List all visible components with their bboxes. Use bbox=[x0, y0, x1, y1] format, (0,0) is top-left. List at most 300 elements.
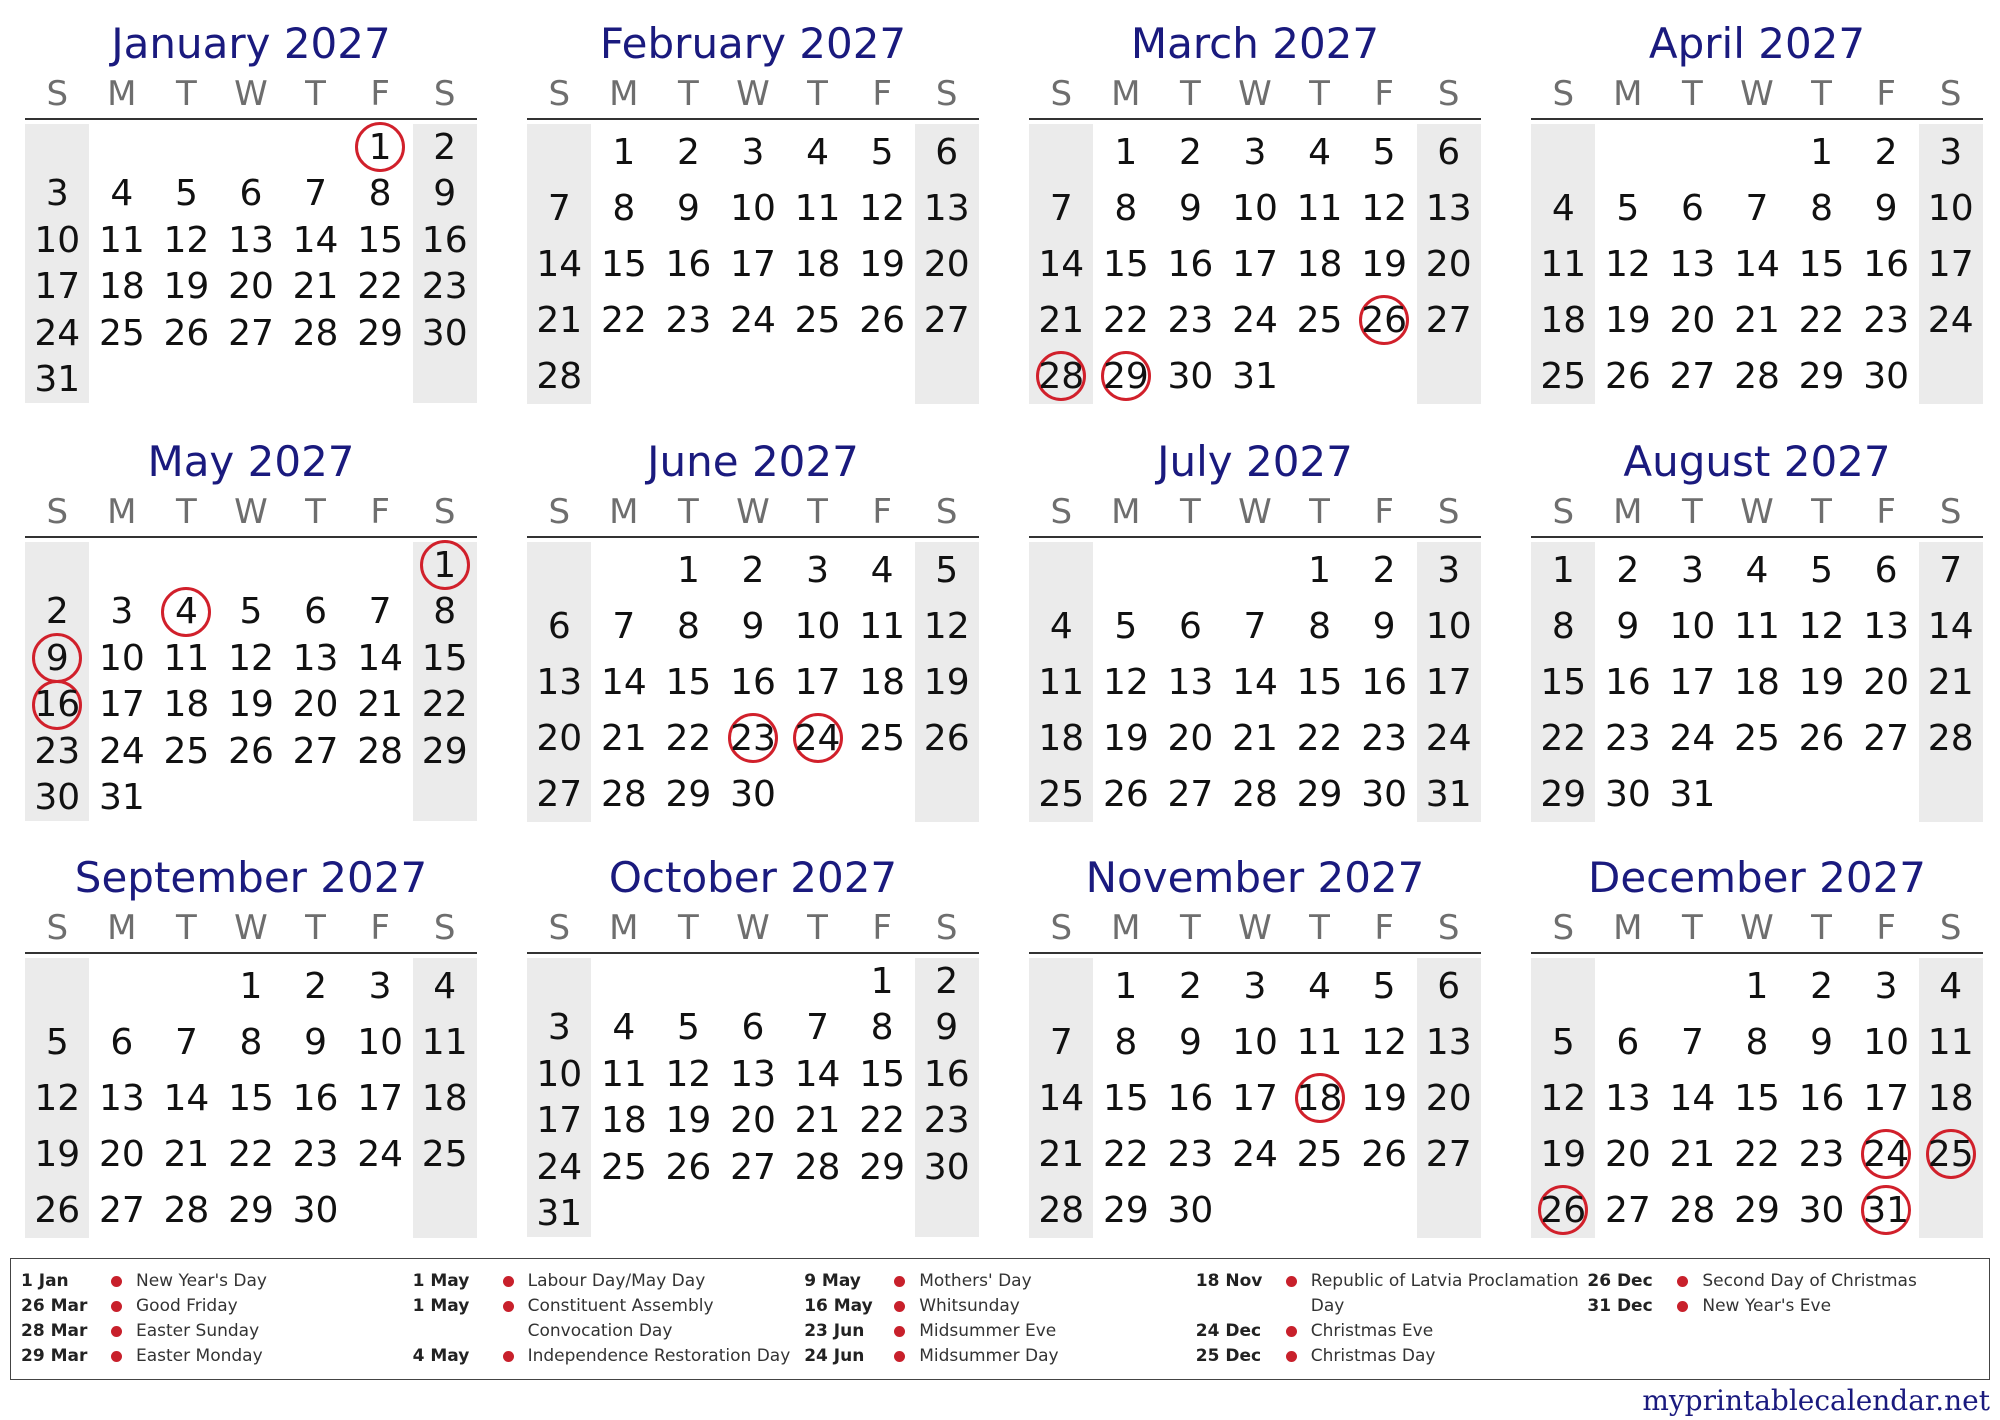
day-cell[interactable]: 3 bbox=[1243, 131, 1267, 173]
day-cell[interactable]: 30 bbox=[1863, 355, 1910, 397]
day-cell[interactable]: 7 bbox=[1680, 1021, 1704, 1063]
day-cell[interactable]: 14 bbox=[600, 661, 647, 703]
day-cell[interactable]: 22 bbox=[421, 684, 468, 726]
day-cell[interactable]: 17 bbox=[794, 661, 841, 703]
day-cell[interactable]: 26 bbox=[859, 299, 906, 341]
day-cell[interactable]: 15 bbox=[1798, 243, 1845, 285]
day-cell[interactable]: 3 bbox=[806, 549, 830, 591]
day-cell[interactable]: 1 bbox=[1308, 549, 1332, 591]
day-cell[interactable]: 23 bbox=[1798, 1133, 1845, 1175]
day-cell[interactable]: 19 bbox=[665, 1100, 712, 1142]
day-cell[interactable]: 26 bbox=[665, 1146, 712, 1188]
day-cell[interactable]: 24 bbox=[1232, 299, 1278, 341]
day-cell[interactable]: 4 bbox=[1551, 187, 1575, 229]
day-cell[interactable]: 29 bbox=[1734, 1189, 1780, 1231]
day-cell[interactable]: 13 bbox=[228, 219, 274, 261]
day-cell[interactable]: 31 bbox=[1669, 773, 1716, 815]
day-cell[interactable]: 20 bbox=[1425, 1077, 1472, 1119]
day-cell[interactable]: 2 bbox=[304, 965, 328, 1007]
holiday-day-cell[interactable]: 23 bbox=[721, 710, 786, 766]
day-cell[interactable]: 20 bbox=[228, 266, 274, 308]
day-cell[interactable]: 20 bbox=[1604, 1133, 1651, 1175]
day-cell[interactable]: 26 bbox=[1361, 1133, 1408, 1175]
day-cell[interactable]: 27 bbox=[1669, 355, 1716, 397]
day-cell[interactable]: 3 bbox=[1437, 549, 1461, 591]
day-cell[interactable]: 7 bbox=[1939, 549, 1963, 591]
day-cell[interactable]: 7 bbox=[806, 1007, 830, 1049]
day-cell[interactable]: 13 bbox=[1425, 1021, 1472, 1063]
day-cell[interactable]: 8 bbox=[1810, 187, 1834, 229]
day-cell[interactable]: 11 bbox=[98, 219, 145, 261]
day-cell[interactable]: 9 bbox=[935, 1007, 959, 1049]
day-cell[interactable]: 15 bbox=[1102, 243, 1149, 285]
day-cell[interactable]: 5 bbox=[174, 173, 198, 215]
day-cell[interactable]: 13 bbox=[1425, 187, 1472, 229]
day-cell[interactable]: 10 bbox=[1232, 1021, 1278, 1063]
day-cell[interactable]: 4 bbox=[1939, 965, 1963, 1007]
day-cell[interactable]: 2 bbox=[935, 960, 959, 1002]
day-cell[interactable]: 21 bbox=[163, 1133, 210, 1175]
day-cell[interactable]: 25 bbox=[1038, 773, 1085, 815]
day-cell[interactable]: 7 bbox=[1243, 605, 1267, 647]
day-cell[interactable]: 4 bbox=[806, 131, 830, 173]
day-cell[interactable]: 19 bbox=[1361, 1077, 1408, 1119]
day-cell[interactable]: 9 bbox=[1372, 605, 1396, 647]
day-cell[interactable]: 5 bbox=[239, 591, 263, 633]
day-cell[interactable]: 8 bbox=[612, 187, 636, 229]
day-cell[interactable]: 1 bbox=[239, 965, 263, 1007]
day-cell[interactable]: 4 bbox=[1308, 131, 1332, 173]
day-cell[interactable]: 11 bbox=[1927, 1021, 1974, 1063]
day-cell[interactable]: 6 bbox=[239, 173, 263, 215]
day-cell[interactable]: 25 bbox=[1540, 355, 1587, 397]
day-cell[interactable]: 7 bbox=[547, 187, 571, 229]
day-cell[interactable]: 28 bbox=[292, 312, 339, 354]
day-cell[interactable]: 8 bbox=[1308, 605, 1332, 647]
day-cell[interactable]: 27 bbox=[292, 730, 339, 772]
day-cell[interactable]: 27 bbox=[923, 299, 970, 341]
day-cell[interactable]: 19 bbox=[1102, 717, 1149, 759]
day-cell[interactable]: 15 bbox=[665, 661, 712, 703]
day-cell[interactable]: 11 bbox=[859, 605, 906, 647]
day-cell[interactable]: 19 bbox=[228, 684, 274, 726]
day-cell[interactable]: 19 bbox=[1540, 1133, 1587, 1175]
day-cell[interactable]: 28 bbox=[357, 730, 404, 772]
holiday-day-cell[interactable]: 1 bbox=[412, 542, 477, 589]
day-cell[interactable]: 28 bbox=[536, 355, 583, 397]
day-cell[interactable]: 30 bbox=[421, 312, 468, 354]
day-cell[interactable]: 2 bbox=[433, 126, 457, 168]
day-cell[interactable]: 27 bbox=[98, 1189, 145, 1231]
day-cell[interactable]: 19 bbox=[923, 661, 970, 703]
day-cell[interactable]: 2 bbox=[1810, 965, 1834, 1007]
day-cell[interactable]: 28 bbox=[794, 1146, 841, 1188]
day-cell[interactable]: 30 bbox=[1167, 1189, 1214, 1231]
day-cell[interactable]: 12 bbox=[1102, 661, 1149, 703]
day-cell[interactable]: 13 bbox=[1669, 243, 1716, 285]
day-cell[interactable]: 22 bbox=[1102, 299, 1149, 341]
day-cell[interactable]: 17 bbox=[1863, 1077, 1910, 1119]
day-cell[interactable]: 11 bbox=[1296, 1021, 1343, 1063]
holiday-day-cell[interactable]: 1 bbox=[348, 124, 413, 171]
day-cell[interactable]: 30 bbox=[1798, 1189, 1845, 1231]
day-cell[interactable]: 6 bbox=[110, 1021, 134, 1063]
day-cell[interactable]: 24 bbox=[536, 1146, 583, 1188]
day-cell[interactable]: 14 bbox=[1038, 243, 1085, 285]
day-cell[interactable]: 27 bbox=[1425, 299, 1472, 341]
day-cell[interactable]: 15 bbox=[1296, 661, 1343, 703]
day-cell[interactable]: 20 bbox=[730, 1100, 776, 1142]
day-cell[interactable]: 20 bbox=[98, 1133, 145, 1175]
day-cell[interactable]: 31 bbox=[536, 1193, 583, 1235]
day-cell[interactable]: 2 bbox=[1616, 549, 1640, 591]
day-cell[interactable]: 7 bbox=[1049, 1021, 1073, 1063]
day-cell[interactable]: 26 bbox=[1798, 717, 1845, 759]
day-cell[interactable]: 24 bbox=[1232, 1133, 1278, 1175]
day-cell[interactable]: 5 bbox=[935, 549, 959, 591]
day-cell[interactable]: 27 bbox=[536, 773, 583, 815]
day-cell[interactable]: 12 bbox=[1361, 1021, 1408, 1063]
day-cell[interactable]: 6 bbox=[1437, 131, 1461, 173]
day-cell[interactable]: 4 bbox=[110, 173, 134, 215]
day-cell[interactable]: 16 bbox=[730, 661, 776, 703]
day-cell[interactable]: 29 bbox=[1540, 773, 1587, 815]
day-cell[interactable]: 7 bbox=[1745, 187, 1769, 229]
day-cell[interactable]: 3 bbox=[1680, 549, 1704, 591]
day-cell[interactable]: 23 bbox=[1604, 717, 1651, 759]
day-cell[interactable]: 22 bbox=[1540, 717, 1587, 759]
day-cell[interactable]: 18 bbox=[859, 661, 906, 703]
day-cell[interactable]: 23 bbox=[1167, 299, 1214, 341]
day-cell[interactable]: 1 bbox=[1114, 965, 1138, 1007]
holiday-day-cell[interactable]: 16 bbox=[25, 682, 90, 729]
day-cell[interactable]: 3 bbox=[547, 1007, 571, 1049]
day-cell[interactable]: 1 bbox=[676, 549, 700, 591]
day-cell[interactable]: 31 bbox=[34, 359, 81, 401]
day-cell[interactable]: 1 bbox=[612, 131, 636, 173]
day-cell[interactable]: 25 bbox=[1296, 1133, 1343, 1175]
day-cell[interactable]: 16 bbox=[421, 219, 468, 261]
day-cell[interactable]: 16 bbox=[1604, 661, 1651, 703]
day-cell[interactable]: 15 bbox=[600, 243, 647, 285]
day-cell[interactable]: 26 bbox=[1102, 773, 1149, 815]
holiday-day-cell[interactable]: 18 bbox=[1287, 1070, 1352, 1126]
day-cell[interactable]: 18 bbox=[98, 266, 145, 308]
day-cell[interactable]: 12 bbox=[1798, 605, 1845, 647]
day-cell[interactable]: 17 bbox=[1425, 661, 1472, 703]
day-cell[interactable]: 14 bbox=[1038, 1077, 1085, 1119]
day-cell[interactable]: 23 bbox=[1361, 717, 1408, 759]
day-cell[interactable]: 22 bbox=[228, 1133, 274, 1175]
day-cell[interactable]: 5 bbox=[1616, 187, 1640, 229]
holiday-day-cell[interactable]: 24 bbox=[1854, 1126, 1919, 1182]
day-cell[interactable]: 6 bbox=[1680, 187, 1704, 229]
day-cell[interactable]: 28 bbox=[1734, 355, 1780, 397]
day-cell[interactable]: 13 bbox=[923, 187, 970, 229]
day-cell[interactable]: 23 bbox=[292, 1133, 339, 1175]
day-cell[interactable]: 9 bbox=[1810, 1021, 1834, 1063]
day-cell[interactable]: 23 bbox=[1863, 299, 1910, 341]
day-cell[interactable]: 22 bbox=[1734, 1133, 1780, 1175]
day-cell[interactable]: 4 bbox=[1049, 605, 1073, 647]
day-cell[interactable]: 12 bbox=[163, 219, 210, 261]
day-cell[interactable]: 29 bbox=[357, 312, 404, 354]
day-cell[interactable]: 9 bbox=[1616, 605, 1640, 647]
day-cell[interactable]: 12 bbox=[1604, 243, 1651, 285]
day-cell[interactable]: 19 bbox=[1361, 243, 1408, 285]
day-cell[interactable]: 20 bbox=[292, 684, 339, 726]
day-cell[interactable]: 19 bbox=[1604, 299, 1651, 341]
day-cell[interactable]: 12 bbox=[665, 1053, 712, 1095]
day-cell[interactable]: 4 bbox=[870, 549, 894, 591]
day-cell[interactable]: 10 bbox=[1927, 187, 1974, 229]
day-cell[interactable]: 10 bbox=[794, 605, 841, 647]
day-cell[interactable]: 14 bbox=[1927, 605, 1974, 647]
day-cell[interactable]: 17 bbox=[1232, 1077, 1278, 1119]
day-cell[interactable]: 3 bbox=[110, 591, 134, 633]
day-cell[interactable]: 28 bbox=[1927, 717, 1974, 759]
day-cell[interactable]: 17 bbox=[357, 1077, 404, 1119]
day-cell[interactable]: 8 bbox=[1114, 187, 1138, 229]
day-cell[interactable]: 2 bbox=[45, 591, 69, 633]
day-cell[interactable]: 2 bbox=[1178, 131, 1202, 173]
day-cell[interactable]: 30 bbox=[730, 773, 776, 815]
day-cell[interactable]: 15 bbox=[1102, 1077, 1149, 1119]
day-cell[interactable]: 11 bbox=[1038, 661, 1085, 703]
day-cell[interactable]: 21 bbox=[357, 684, 404, 726]
day-cell[interactable]: 15 bbox=[228, 1077, 274, 1119]
day-cell[interactable]: 2 bbox=[1372, 549, 1396, 591]
day-cell[interactable]: 30 bbox=[923, 1146, 970, 1188]
day-cell[interactable]: 9 bbox=[304, 1021, 328, 1063]
day-cell[interactable]: 29 bbox=[1798, 355, 1845, 397]
day-cell[interactable]: 10 bbox=[536, 1053, 583, 1095]
day-cell[interactable]: 26 bbox=[163, 312, 210, 354]
day-cell[interactable]: 30 bbox=[1604, 773, 1651, 815]
day-cell[interactable]: 6 bbox=[1616, 1021, 1640, 1063]
day-cell[interactable]: 22 bbox=[1296, 717, 1343, 759]
day-cell[interactable]: 2 bbox=[1874, 131, 1898, 173]
day-cell[interactable]: 7 bbox=[368, 591, 392, 633]
day-cell[interactable]: 27 bbox=[1167, 773, 1214, 815]
day-cell[interactable]: 9 bbox=[676, 187, 700, 229]
day-cell[interactable]: 9 bbox=[741, 605, 765, 647]
day-cell[interactable]: 3 bbox=[45, 173, 69, 215]
day-cell[interactable]: 27 bbox=[730, 1146, 776, 1188]
holiday-day-cell[interactable]: 28 bbox=[1029, 348, 1094, 404]
day-cell[interactable]: 11 bbox=[600, 1053, 647, 1095]
day-cell[interactable]: 29 bbox=[665, 773, 712, 815]
holiday-day-cell[interactable]: 9 bbox=[25, 635, 90, 682]
day-cell[interactable]: 27 bbox=[228, 312, 274, 354]
day-cell[interactable]: 21 bbox=[1038, 1133, 1085, 1175]
day-cell[interactable]: 14 bbox=[1232, 661, 1278, 703]
day-cell[interactable]: 18 bbox=[1296, 243, 1343, 285]
day-cell[interactable]: 30 bbox=[1361, 773, 1408, 815]
day-cell[interactable]: 24 bbox=[34, 312, 81, 354]
day-cell[interactable]: 27 bbox=[1863, 717, 1910, 759]
day-cell[interactable]: 16 bbox=[292, 1077, 339, 1119]
day-cell[interactable]: 6 bbox=[741, 1007, 765, 1049]
day-cell[interactable]: 26 bbox=[1604, 355, 1651, 397]
day-cell[interactable]: 10 bbox=[98, 637, 145, 679]
day-cell[interactable]: 17 bbox=[730, 243, 776, 285]
day-cell[interactable]: 29 bbox=[1296, 773, 1343, 815]
day-cell[interactable]: 18 bbox=[163, 684, 210, 726]
day-cell[interactable]: 7 bbox=[304, 173, 328, 215]
day-cell[interactable]: 18 bbox=[600, 1100, 647, 1142]
day-cell[interactable]: 19 bbox=[859, 243, 906, 285]
day-cell[interactable]: 30 bbox=[34, 777, 81, 819]
day-cell[interactable]: 11 bbox=[163, 637, 210, 679]
day-cell[interactable]: 6 bbox=[935, 131, 959, 173]
day-cell[interactable]: 22 bbox=[1102, 1133, 1149, 1175]
day-cell[interactable]: 28 bbox=[1669, 1189, 1716, 1231]
day-cell[interactable]: 3 bbox=[1243, 965, 1267, 1007]
day-cell[interactable]: 10 bbox=[1232, 187, 1278, 229]
day-cell[interactable]: 13 bbox=[1863, 605, 1910, 647]
day-cell[interactable]: 13 bbox=[98, 1077, 145, 1119]
day-cell[interactable]: 1 bbox=[1810, 131, 1834, 173]
day-cell[interactable]: 16 bbox=[665, 243, 712, 285]
day-cell[interactable]: 12 bbox=[1540, 1077, 1587, 1119]
day-cell[interactable]: 5 bbox=[1810, 549, 1834, 591]
day-cell[interactable]: 16 bbox=[1798, 1077, 1845, 1119]
day-cell[interactable]: 11 bbox=[1296, 187, 1343, 229]
day-cell[interactable]: 31 bbox=[1232, 355, 1278, 397]
day-cell[interactable]: 3 bbox=[1939, 131, 1963, 173]
day-cell[interactable]: 18 bbox=[1038, 717, 1085, 759]
day-cell[interactable]: 11 bbox=[794, 187, 841, 229]
day-cell[interactable]: 10 bbox=[1863, 1021, 1910, 1063]
day-cell[interactable]: 21 bbox=[794, 1100, 841, 1142]
day-cell[interactable]: 24 bbox=[357, 1133, 404, 1175]
day-cell[interactable]: 10 bbox=[1669, 605, 1716, 647]
day-cell[interactable]: 4 bbox=[612, 1007, 636, 1049]
day-cell[interactable]: 8 bbox=[1745, 1021, 1769, 1063]
day-cell[interactable]: 9 bbox=[1178, 187, 1202, 229]
day-cell[interactable]: 29 bbox=[859, 1146, 906, 1188]
holiday-day-cell[interactable]: 26 bbox=[1352, 292, 1417, 348]
day-cell[interactable]: 2 bbox=[741, 549, 765, 591]
day-cell[interactable]: 5 bbox=[1372, 131, 1396, 173]
day-cell[interactable]: 28 bbox=[600, 773, 647, 815]
day-cell[interactable]: 7 bbox=[174, 1021, 198, 1063]
day-cell[interactable]: 10 bbox=[357, 1021, 404, 1063]
day-cell[interactable]: 21 bbox=[1927, 661, 1974, 703]
day-cell[interactable]: 5 bbox=[870, 131, 894, 173]
day-cell[interactable]: 4 bbox=[433, 965, 457, 1007]
day-cell[interactable]: 13 bbox=[292, 637, 339, 679]
day-cell[interactable]: 8 bbox=[1551, 605, 1575, 647]
day-cell[interactable]: 22 bbox=[1798, 299, 1845, 341]
holiday-day-cell[interactable]: 25 bbox=[1918, 1126, 1983, 1182]
day-cell[interactable]: 14 bbox=[794, 1053, 841, 1095]
day-cell[interactable]: 14 bbox=[1669, 1077, 1716, 1119]
day-cell[interactable]: 27 bbox=[1425, 1133, 1472, 1175]
day-cell[interactable]: 15 bbox=[421, 637, 468, 679]
day-cell[interactable]: 11 bbox=[1540, 243, 1587, 285]
day-cell[interactable]: 22 bbox=[859, 1100, 906, 1142]
day-cell[interactable]: 3 bbox=[368, 965, 392, 1007]
day-cell[interactable]: 15 bbox=[859, 1053, 906, 1095]
day-cell[interactable]: 24 bbox=[98, 730, 145, 772]
day-cell[interactable]: 6 bbox=[547, 605, 571, 647]
day-cell[interactable]: 6 bbox=[304, 591, 328, 633]
day-cell[interactable]: 13 bbox=[730, 1053, 776, 1095]
day-cell[interactable]: 18 bbox=[1734, 661, 1780, 703]
day-cell[interactable]: 24 bbox=[1669, 717, 1716, 759]
day-cell[interactable]: 22 bbox=[357, 266, 404, 308]
day-cell[interactable]: 22 bbox=[665, 717, 712, 759]
day-cell[interactable]: 5 bbox=[676, 1007, 700, 1049]
day-cell[interactable]: 31 bbox=[98, 777, 145, 819]
day-cell[interactable]: 20 bbox=[1425, 243, 1472, 285]
day-cell[interactable]: 16 bbox=[1361, 661, 1408, 703]
day-cell[interactable]: 1 bbox=[1551, 549, 1575, 591]
day-cell[interactable]: 25 bbox=[1734, 717, 1780, 759]
day-cell[interactable]: 21 bbox=[1038, 299, 1085, 341]
day-cell[interactable]: 6 bbox=[1178, 605, 1202, 647]
day-cell[interactable]: 28 bbox=[163, 1189, 210, 1231]
day-cell[interactable]: 17 bbox=[1669, 661, 1716, 703]
day-cell[interactable]: 17 bbox=[1927, 243, 1974, 285]
day-cell[interactable]: 29 bbox=[421, 730, 468, 772]
day-cell[interactable]: 7 bbox=[1049, 187, 1073, 229]
day-cell[interactable]: 20 bbox=[1167, 717, 1214, 759]
day-cell[interactable]: 5 bbox=[1372, 965, 1396, 1007]
day-cell[interactable]: 8 bbox=[368, 173, 392, 215]
day-cell[interactable]: 16 bbox=[1863, 243, 1910, 285]
day-cell[interactable]: 30 bbox=[1167, 355, 1214, 397]
day-cell[interactable]: 1 bbox=[1114, 131, 1138, 173]
day-cell[interactable]: 14 bbox=[536, 243, 583, 285]
day-cell[interactable]: 21 bbox=[292, 266, 339, 308]
day-cell[interactable]: 19 bbox=[163, 266, 210, 308]
day-cell[interactable]: 15 bbox=[1734, 1077, 1780, 1119]
holiday-day-cell[interactable]: 4 bbox=[154, 589, 219, 636]
day-cell[interactable]: 23 bbox=[665, 299, 712, 341]
holiday-day-cell[interactable]: 31 bbox=[1854, 1182, 1919, 1238]
day-cell[interactable]: 21 bbox=[1734, 299, 1780, 341]
day-cell[interactable]: 25 bbox=[1296, 299, 1343, 341]
day-cell[interactable]: 8 bbox=[870, 1007, 894, 1049]
day-cell[interactable]: 28 bbox=[1232, 773, 1278, 815]
day-cell[interactable]: 2 bbox=[676, 131, 700, 173]
day-cell[interactable]: 10 bbox=[730, 187, 776, 229]
day-cell[interactable]: 12 bbox=[1361, 187, 1408, 229]
day-cell[interactable]: 5 bbox=[1551, 1021, 1575, 1063]
day-cell[interactable]: 24 bbox=[1927, 299, 1974, 341]
day-cell[interactable]: 20 bbox=[1669, 299, 1716, 341]
day-cell[interactable]: 7 bbox=[612, 605, 636, 647]
day-cell[interactable]: 16 bbox=[1167, 1077, 1214, 1119]
day-cell[interactable]: 29 bbox=[1102, 1189, 1149, 1231]
day-cell[interactable]: 8 bbox=[676, 605, 700, 647]
day-cell[interactable]: 20 bbox=[1863, 661, 1910, 703]
day-cell[interactable]: 24 bbox=[730, 299, 776, 341]
holiday-day-cell[interactable]: 29 bbox=[1094, 348, 1159, 404]
day-cell[interactable]: 8 bbox=[239, 1021, 263, 1063]
day-cell[interactable]: 10 bbox=[1425, 605, 1472, 647]
day-cell[interactable]: 23 bbox=[34, 730, 81, 772]
day-cell[interactable]: 23 bbox=[923, 1100, 970, 1142]
day-cell[interactable]: 18 bbox=[421, 1077, 468, 1119]
day-cell[interactable]: 17 bbox=[98, 684, 145, 726]
day-cell[interactable]: 18 bbox=[1540, 299, 1587, 341]
day-cell[interactable]: 25 bbox=[98, 312, 145, 354]
holiday-day-cell[interactable]: 24 bbox=[785, 710, 850, 766]
